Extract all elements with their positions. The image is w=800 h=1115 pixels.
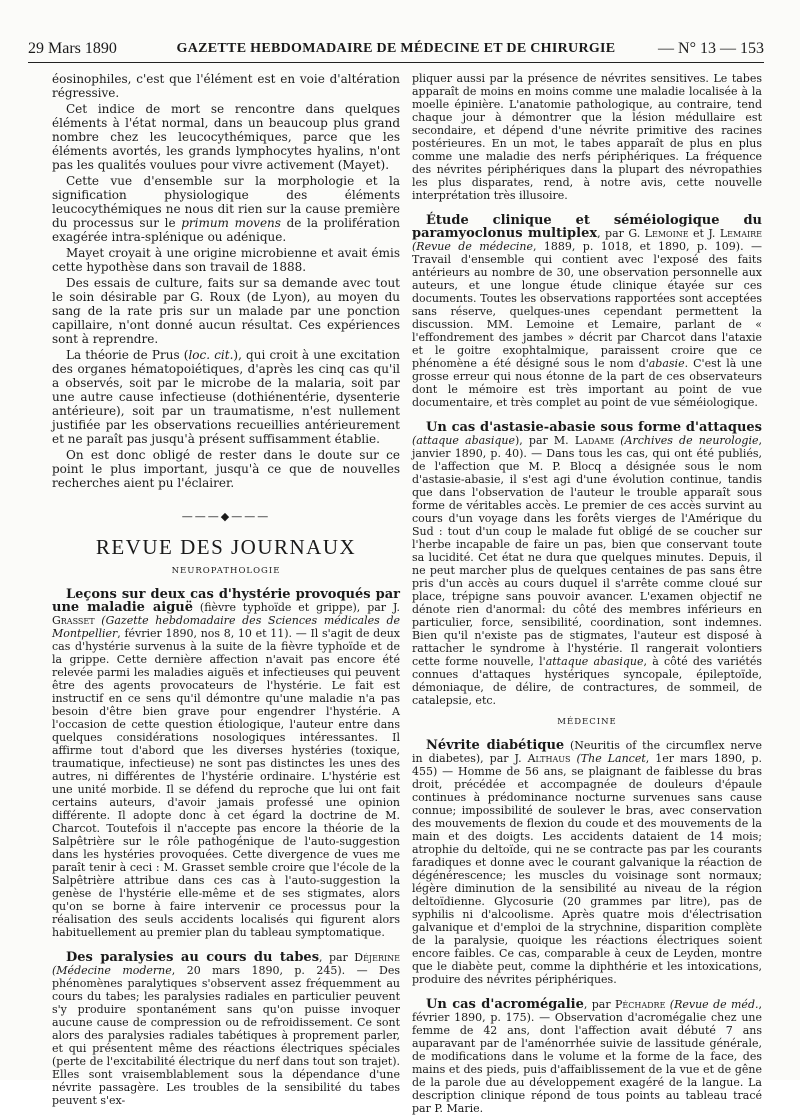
rubric-heading: MÉDECINE — [557, 717, 617, 727]
paragraph: éosinophiles, c'est que l'élément est en voie d'altération régressive. — [52, 72, 400, 100]
article: Leçons sur deux cas d'hystérie provoqués par une maladie aiguë (fièvre typhoïde et grippe), par J. Grasset (Gazette hebdomadaire des Sciences médicales de Montpellier, février 1890, nos 8, 10 et 11). — Il s'agit de deux cas d'hystérie survenus à la suite de la fièvre typhoïde et de la grippe. Cette dernière affection n'avait pas encore été relevée parmi les maladies aiguës et infectieuses qui peuvent être des agents provocateurs de l'hystérie. Le fait est instructif en ce sens qu'il démontre qu'une maladie n'a pas besoin d'être bien grave pour engendrer l'hystérie. A l'occasion de cette question étiologique, l'auteur entre dans quelques considérations nosologiques intéressantes. Il affirme tout d'abord que les diverses hystéries (toxique, traumatique, infectieuse) ne sont pas distinctes les unes des autres, ni différentes de l'hystérie ordinaire. L'hystérie est une unité morbide. Il se défend du reproche que lui ont fait certains auteurs, d'avoir jamais professé une opinion différente. Il adopte donc à cet égard la doctrine de M. Charcot. Toutefois il n'accepte pas encore la théorie de la Salpêtrière sur le rôle pathogénique de l'auto-suggestion dans les hystéries provoquées. Cette divergence de vues me paraît tenir à ceci : M. Grasset semble croire que l'école de la Salpêtrière attribue dans ces cas à l'auto-suggestion la genèse de l'hystérie elle-même et de ses stigmates, alors qu'on se borne à faire intervenir ce processus pour la réalisation des seuls accidents localisés qui figurent alors habituellement au premier plan du tableau symptomatique. — [52, 587, 401, 939]
paragraph: On est donc obligé de rester dans le doute sur ce point le plus important, jusqu'à ce que de nouvelles recherches aient pu l'éclairer. — [52, 448, 400, 490]
rubric-heading: NEUROPATHOLOGIE — [171, 566, 281, 576]
separator-ornament: ———◆——— — [181, 510, 271, 523]
journal-title: GAZETTE HEBDOMADAIRE DE MÉDECINE ET DE CHIRURGIE — [176, 41, 616, 56]
section-title: REVUE DES JOURNAUX — [95, 535, 357, 559]
article-title: Des paralysies au cours du tabes — [66, 950, 320, 965]
page-header — [28, 36, 764, 63]
article-title: Un cas d'acromégalie — [426, 997, 584, 1012]
left-column — [52, 72, 401, 1107]
right-column — [412, 72, 762, 1115]
paragraph: Des essais de culture, faits sur sa demande avec tout le soin désirable par G. Roux (de Lyon), au moyen du sang de la rate pris sur un malade par une ponction capillaire, n'ont donné aucun résultat. Ces expériences sont à reprendre. — [52, 276, 400, 346]
paragraph: Cette vue d'ensemble sur la morphologie et la signification physiologique des éléments leucocythémiques ne nous dit rien sur la cause première du processus sur le primum movens de la prolifération exagérée intra-splénique ou adénique. — [52, 174, 400, 244]
article-title: Névrite diabétique — [426, 738, 565, 753]
article-title: Étude clinique et séméiologique du paramyoclonus multiplex — [412, 213, 762, 241]
page-number: — N° 13 — 153 — [658, 40, 764, 57]
paragraph: pliquer aussi par la présence de névrites sensitives. Le tabes apparaît de moins en moins comme une maladie localisée à la moelle épinière. L'anatomie pathologique, au contraire, tend chaque jour à démontrer que la lésion médullaire est secondaire, et dépend d'une névrite primitive des racines postérieures. En un mot, le tabes apparaît de plus en plus comme une maladie des nerfs périphériques. La fréquence des névrites périphériques dans la plupart des névropathies les plus disparates, rend, à notre avis, cette nouvelle interprétation très illusoire. — [412, 72, 762, 202]
article-title: Un cas d'astasie-abasie sous forme d'attaques — [426, 420, 762, 435]
article-title: Leçons sur deux cas d'hystérie provoqués par une maladie aiguë — [52, 587, 400, 615]
article: Des paralysies au cours du tabes, par Déjerine (Médecine moderne, 20 mars 1890, p. 245). — Des phénomènes paralytiques s'observent assez fréquemment au cours du tabes; les paralysies radiales en particulier peuvent s'y produire spontanément sans qu'on puisse invoquer aucune cause de compression ou de refroidissement. Ce sont alors des paralysies radiales tabétiques à proprement parler, et qui présentent même des réactions électriques spéciales (perte de l'excitabilité électrique du nerf dans tout son trajet). Elles sont vraisemblablement sous la dépendance d'une névrite passagère. Les troubles de la sensibilité du tabes peuvent s'ex- — [52, 950, 400, 1107]
article: Un cas d'acromégalie, par Péchadre (Revue de méd., février 1890, p. 175). — Observation d'acromégalie chez une femme de 42 ans, dont l'affection avait débuté 7 ans auparavant par de l'aménorrhée suivie de lassitude générale, de modifications dans le volume et la forme de la face, des mains et des pieds, puis d'affaiblissement de la vue et de gêne de la parole due au développement exagéré de la langue. La description clinique répond de tous points au tableau tracé par P. Marie. — [412, 997, 762, 1115]
article: Un cas d'astasie-abasie sous forme d'attaques (attaque abasique), par M. Ladame (Archives de neurologie, janvier 1890, p. 40). — Dans tous les cas, qui ont été publiés, de l'affection que M. P. Blocq a désignée sous le nom d'astasie-abasie, il s'est agi d'une évolution continue, tandis que dans l'observation de l'auteur le trouble apparaît sous forme de véritables accès. Le premier de ces accès survint au cours d'un voyage dans les forêts vierges de l'Amérique du Sud : tout d'un coup le malade fut obligé de se coucher sur l'herbe incapable de faire un pas, bien que conservant toute sa lucidité. Cet état ne dura que quelques minutes. Depuis, il ne peut marcher plus de quelques centaines de pas sans être pris d'un accès au cours duquel il s'arrête comme cloué sur place, trépigne sans pouvoir avancer. L'examen objectif ne dénote rien d'anormal: du côté des membres inférieurs en particulier, force, sensibilité, coordination, sont indemnes. Bien qu'il n'existe pas de stigmates, l'auteur est disposé à rattacher le syndrome à l'hystérie. Il rangerait volontiers cette forme nouvelle, l'attaque abasique, à côté des variétés connues d'attaques hystériques syncopale, épileptoïde, démoniaque, de délire, de contractures, de sommeil, de catalepsie, etc. — [412, 420, 762, 707]
header-date: 29 Mars 1890 — [28, 40, 117, 57]
paragraph: Mayet croyait à une origine microbienne et avait émis cette hypothèse dans son travail de 1888. — [52, 246, 400, 274]
article: Névrite diabétique (Neuritis of the circumflex nerve in diabetes), par J. Althaus (The Lancet, 1er mars 1890, p. 455) — Homme de 56 ans, se plaignant de faiblesse du bras droit, précédée et accompagnée de douleurs d'épaule continues à prédominance nocturne survenues sans cause connue; impossibilité de soulever le bras, avec conservation des mouvements de flexion du coude et des mouvements de la main et des doigts. Les accidents dataient de 14 mois; atrophie du deltoïde, qui ne se contracte pas par les courants faradiques et donne avec le courant galvanique la réaction de dégénérescence; les muscles du voisinage sont normaux; légère diminution de la sensibilité au niveau de la région deltoïdienne. Glycosurie (20 grammes par litre), pas de syphilis ni d'alcoolisme. Après quatre mois d'électrisation galvanique et d'emploi de la strychnine, disparition complète de la paralysie, quoique les réactions électriques soient encore faibles. Ce cas, comparable à ceux de Leyden, montre que le diabète peut, comme la diphthérie et les intoxications, produire des névrites périphériques. — [412, 738, 762, 986]
article: Étude clinique et séméiologique du paramyoclonus multiplex, par G. Lemoine et J. Lemaire (Revue de médecine, 1889, p. 1018, et 1890, p. 109). — Travail d'ensemble qui contient avec l'exposé des faits antérieurs au nombre de 30, une observation personnelle aux auteurs, et une longue étude clinique étayée sur ces documents. Toutes les observations rapportées sont acceptées sans réserve, quelques-unes cependant permettent la discussion. MM. Lemoine et Lemaire, parlant de « l'effondrement des jambes » décrit par Charcot dans l'ataxie et le goitre exophtalmique, paraissent croire que ce phénomène a été désigné sous le nom d'abasie. C'est là une grosse erreur qui nous étonne de la part de ces observateurs dont le mémoire est très important au point de vue documentaire, et très complet au point de vue séméiologique. — [412, 213, 762, 409]
paragraph: La théorie de Prus (loc. cit.), qui croit à une excitation des organes hématopoiétiques, d'après les cinq cas qu'il a observés, soit par le microbe de la malaria, soit par une autre cause infectieuse (dothiénentérie, dysenterie antérieure), soit par un traumatisme, n'est nullement justifiée par les observations recueillies antérieurement et ne paraît pas jusqu'à présent suffisamment établie. — [52, 348, 400, 446]
paragraph: Cet indice de mort se rencontre dans quelques éléments à l'état normal, dans un beaucoup plus grand nombre chez les leucocythémiques, parce que les éléments avortés, les grands lymphocytes hyalins, n'ont pas les qualités voulues pour vivre activement (Mayet). — [52, 102, 400, 172]
